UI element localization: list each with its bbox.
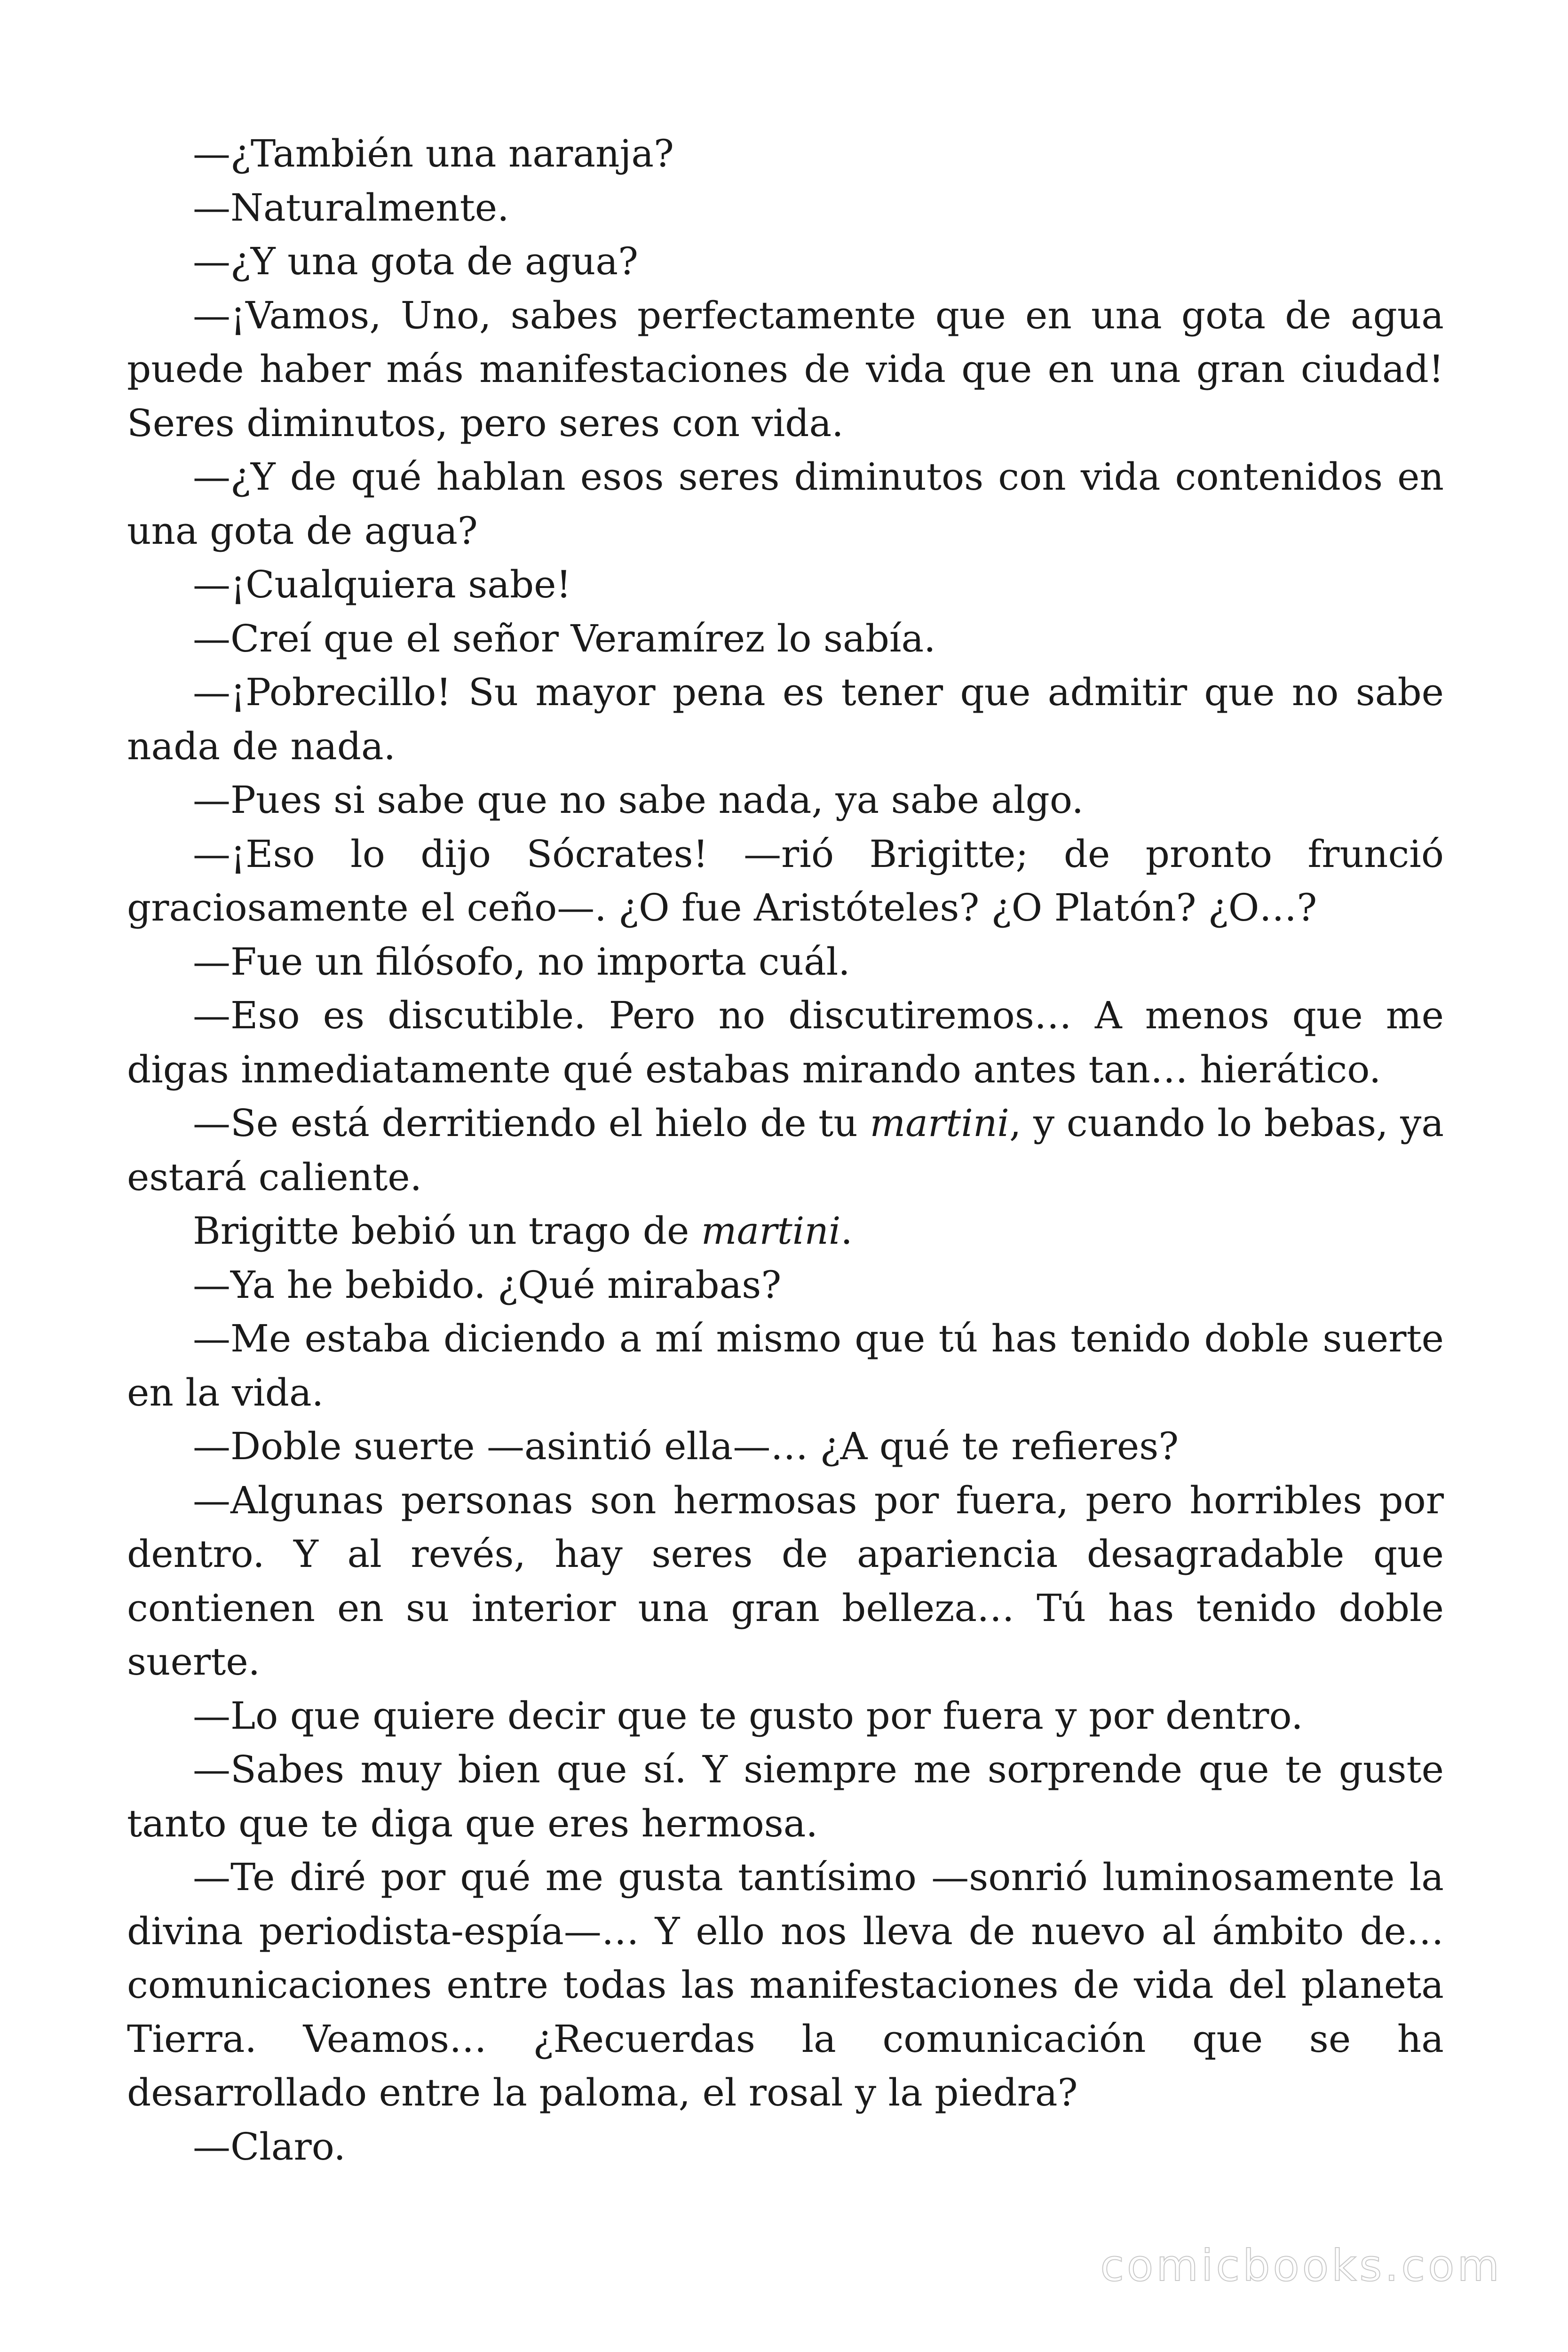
paragraph-text: —Fue un filósofo, no importa cuál. (193, 939, 850, 984)
paragraph (127, 989, 1444, 1097)
paragraph (127, 827, 1444, 935)
paragraph-text: —Doble suerte —asintió ella—… ¿A qué te refieres? (193, 1424, 1179, 1468)
paragraph-text: Brigitte bebió un trago de (193, 1209, 701, 1253)
paragraph-text: —Pues si sabe que no sabe nada, ya sabe algo. (193, 778, 1084, 822)
paragraph (127, 558, 1444, 612)
paragraph (127, 666, 1444, 773)
paragraph (127, 2120, 1444, 2174)
paragraph (127, 1097, 1444, 1204)
paragraph (127, 612, 1444, 666)
paragraph (127, 1851, 1444, 2120)
paragraph-text: —¡Eso lo dijo Sócrates! —rió Brigitte; de pronto frunció graciosamente el ceño—. ¿O fue Aristóteles? ¿O Platón? ¿O…? (127, 832, 1444, 930)
paragraph-text: —Claro. (193, 2124, 346, 2169)
paragraph-text: —¡Vamos, Uno, sabes perfectamente que en una gota de agua puede haber más manifestaciones de vida que en una gran ciudad! Seres diminutos, pero seres con vida. (127, 293, 1444, 445)
paragraph (127, 450, 1444, 558)
paragraph-text: —¡Pobrecillo! Su mayor pena es tener que admitir que no sabe nada de nada. (127, 670, 1444, 768)
paragraph-text: , y cuando lo bebas, ya estará caliente. (127, 1101, 1444, 1199)
paragraph (127, 1204, 1444, 1258)
paragraph (127, 1420, 1444, 1474)
paragraph-text: —¿Y una gota de agua? (193, 239, 638, 283)
paragraph-text: —Creí que el señor Veramírez lo sabía. (193, 616, 936, 660)
paragraph (127, 773, 1444, 827)
watermark-text: comicbooks.com (1100, 2241, 1502, 2291)
paragraph (127, 127, 1444, 181)
paragraph (127, 935, 1444, 989)
paragraph-text: —Se está derritiendo el hielo de tu (193, 1101, 870, 1145)
paragraph-text: —Algunas personas son hermosas por fuera, pero horribles por dentro. Y al revés, hay seres de apariencia desagradable que contienen en su interior una gran belleza… Tú has tenido doble suerte. (127, 1478, 1444, 1684)
paragraph-text: —Lo que quiere decir que te gusto por fuera y por dentro. (193, 1693, 1303, 1738)
paragraph-text: —¿También una naranja? (193, 132, 674, 175)
paragraph-text: . (840, 1209, 853, 1253)
paragraph-text: —Me estaba diciendo a mí mismo que tú has tenido doble suerte en la vida. (127, 1317, 1444, 1414)
paragraph-text: —¡Cualquiera sabe! (193, 563, 571, 606)
paragraph-text: —Te diré por qué me gusta tantísimo —sonrió luminosamente la divina periodista-espía—… Y ello nos lleva de nuevo al ámbito de… comunicaciones entre todas las manifestaciones de vida del planeta Tierra. Veamos… ¿Recuerdas la comunicación que se ha desarrollado entre la paloma, el rosal y la piedra? (127, 1855, 1444, 2114)
italic-word: martini (701, 1209, 841, 1253)
paragraph (127, 235, 1444, 289)
paragraph (127, 1474, 1444, 1689)
paragraph-text: —Ya he bebido. ¿Qué mirabas? (193, 1263, 782, 1307)
paragraph-text: —¿Y de qué hablan esos seres diminutos con vida contenidos en una gota de agua? (127, 455, 1444, 553)
paragraph (127, 1312, 1444, 1420)
paragraph-text: —Naturalmente. (193, 185, 509, 230)
paragraph-text: —Eso es discutible. Pero no discutiremos… A menos que me digas inmediatamente qué estabas mirando antes tan… hierático. (127, 993, 1444, 1091)
paragraph (127, 1689, 1444, 1743)
paragraph (127, 1258, 1444, 1312)
paragraph (127, 1743, 1444, 1851)
paragraph (127, 289, 1444, 451)
paragraph (127, 181, 1444, 235)
paragraph-text: —Sabes muy bien que sí. Y siempre me sorprende que te guste tanto que te diga que eres hermosa. (127, 1748, 1444, 1845)
page-body (127, 127, 1444, 2174)
italic-word: martini (870, 1101, 1010, 1145)
